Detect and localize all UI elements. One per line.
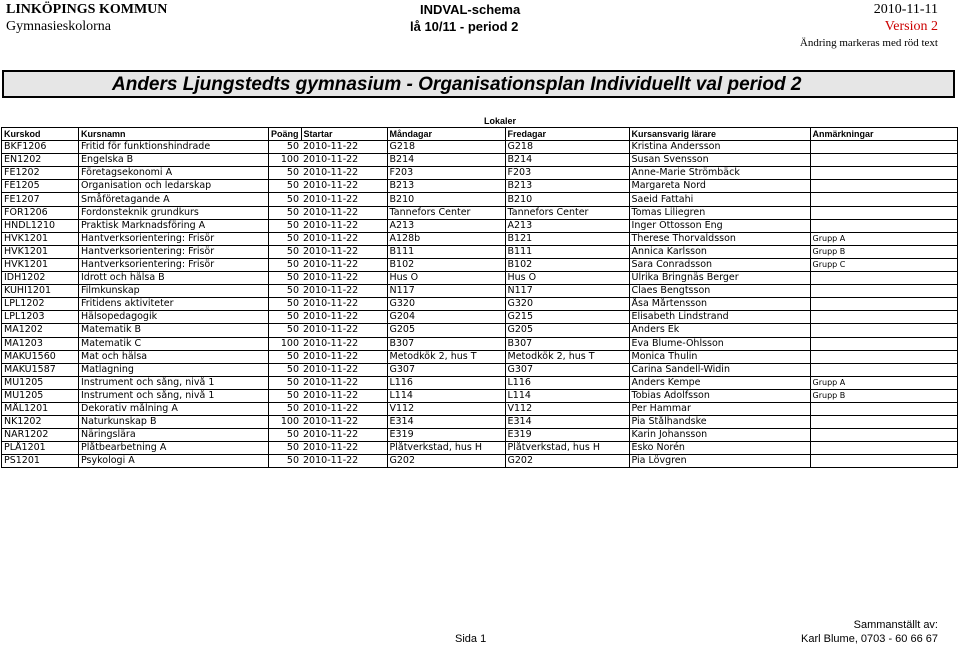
monday-room: V112 [387, 402, 505, 415]
remark [810, 311, 957, 324]
course-name: Hälsopedagogik [79, 311, 269, 324]
course-name: Hantverksorientering: Frisör [79, 245, 269, 258]
friday-room: B111 [505, 245, 629, 258]
remark [810, 141, 957, 154]
start-date: 2010-11-22 [301, 429, 387, 442]
teacher: Karin Johansson [629, 429, 810, 442]
table-row [2, 180, 958, 193]
teacher: Per Hammar [629, 402, 810, 415]
friday-room: Plåtverkstad, hus H [505, 442, 629, 455]
course-name: Organisation och ledarskap [79, 180, 269, 193]
change-note: Ändring markeras med röd text [799, 37, 938, 49]
teacher: Ulrika Bringnäs Berger [629, 272, 810, 285]
table-row [2, 350, 958, 363]
course-name: Matematik C [79, 337, 269, 350]
monday-room: N117 [387, 285, 505, 298]
course-code: LPL1202 [2, 298, 79, 311]
course-name: Fritid för funktionshindrade [79, 141, 269, 154]
teacher: Monica Thulin [629, 350, 810, 363]
monday-room: G204 [387, 311, 505, 324]
course-name: Idrott och hälsa B [79, 272, 269, 285]
friday-room: Metodkök 2, hus T [505, 350, 629, 363]
course-name: Fritidens aktiviteter [79, 298, 269, 311]
start-date: 2010-11-22 [301, 324, 387, 337]
monday-room: G218 [387, 141, 505, 154]
teacher: Annica Karlsson [629, 245, 810, 258]
table-row [2, 193, 958, 206]
course-code: PLÅ1201 [2, 442, 79, 455]
remark [810, 337, 957, 350]
monday-room: G307 [387, 363, 505, 376]
table-row [2, 429, 958, 442]
table-row [2, 376, 958, 389]
monday-room: B214 [387, 154, 505, 167]
course-name: Småföretagande A [79, 193, 269, 206]
remark: Grupp A [810, 376, 957, 389]
remark [810, 429, 957, 442]
course-points: 50 [269, 389, 302, 402]
course-code: MA1203 [2, 337, 79, 350]
table-row [2, 272, 958, 285]
course-code: FE1205 [2, 180, 79, 193]
start-date: 2010-11-22 [301, 167, 387, 180]
friday-room: E314 [505, 416, 629, 429]
remark [810, 402, 957, 415]
page-header [0, 0, 960, 56]
monday-room: B210 [387, 193, 505, 206]
remark [810, 272, 957, 285]
start-date: 2010-11-22 [301, 193, 387, 206]
course-points: 50 [269, 350, 302, 363]
start-date: 2010-11-22 [301, 350, 387, 363]
course-points: 50 [269, 232, 302, 245]
course-name: Näringslära [79, 429, 269, 442]
friday-room: E319 [505, 429, 629, 442]
course-code: FE1207 [2, 193, 79, 206]
rooms-group-header: Lokaler [484, 116, 517, 126]
page-number: Sida 1 [455, 633, 487, 645]
friday-room: L114 [505, 389, 629, 402]
table-row [2, 324, 958, 337]
document-title: INDVAL-schema [420, 2, 521, 17]
start-date: 2010-11-22 [301, 272, 387, 285]
teacher: Carina Sandell-Widin [629, 363, 810, 376]
col-mandag: Måndagar [387, 128, 505, 141]
col-larare: Kursansvarig lärare [629, 128, 810, 141]
course-points: 50 [269, 324, 302, 337]
course-name: Psykologi A [79, 455, 269, 468]
course-code: MU1205 [2, 376, 79, 389]
teacher: Pia Lövgren [629, 455, 810, 468]
table-row [2, 311, 958, 324]
friday-room: Hus O [505, 272, 629, 285]
course-name: Matlagning [79, 363, 269, 376]
start-date: 2010-11-22 [301, 337, 387, 350]
teacher: Tomas Liliegren [629, 206, 810, 219]
friday-room: V112 [505, 402, 629, 415]
course-code: NÄR1202 [2, 429, 79, 442]
friday-room: G307 [505, 363, 629, 376]
friday-room: N117 [505, 285, 629, 298]
teacher: Kristina Andersson [629, 141, 810, 154]
course-points: 100 [269, 416, 302, 429]
table-row [2, 389, 958, 402]
course-points: 50 [269, 180, 302, 193]
friday-room: G202 [505, 455, 629, 468]
table-row [2, 363, 958, 376]
monday-room: B111 [387, 245, 505, 258]
start-date: 2010-11-22 [301, 376, 387, 389]
course-code: MÅL1201 [2, 402, 79, 415]
course-name: Fordonsteknik grundkurs [79, 206, 269, 219]
start-date: 2010-11-22 [301, 402, 387, 415]
teacher: Tobias Adolfsson [629, 389, 810, 402]
start-date: 2010-11-22 [301, 180, 387, 193]
course-points: 50 [269, 206, 302, 219]
start-date: 2010-11-22 [301, 442, 387, 455]
teacher: Eva Blume-Ohlsson [629, 337, 810, 350]
monday-room: Hus O [387, 272, 505, 285]
course-name: Hantverksorientering: Frisör [79, 258, 269, 271]
monday-room: F203 [387, 167, 505, 180]
page-title: Anders Ljungstedts gymnasium - Organisationsplan Individuellt val period 2 [112, 74, 802, 95]
version-text: Version 2 [884, 19, 938, 34]
table-row [2, 416, 958, 429]
course-points: 50 [269, 402, 302, 415]
course-code: IDH1202 [2, 272, 79, 285]
course-points: 50 [269, 363, 302, 376]
friday-room: Tannefors Center [505, 206, 629, 219]
course-points: 50 [269, 272, 302, 285]
course-code: FE1202 [2, 167, 79, 180]
start-date: 2010-11-22 [301, 311, 387, 324]
course-name: Instrument och sång, nivå 1 [79, 389, 269, 402]
course-name: Engelska B [79, 154, 269, 167]
teacher: Esko Norén [629, 442, 810, 455]
start-date: 2010-11-22 [301, 258, 387, 271]
remark [810, 324, 957, 337]
remark [810, 350, 957, 363]
teacher: Sara Conradsson [629, 258, 810, 271]
department-name: Gymnasieskolorna [6, 19, 111, 34]
remark [810, 167, 957, 180]
compiled-by: Karl Blume, 0703 - 60 66 67 [801, 633, 938, 645]
col-kurskod: Kurskod [2, 128, 79, 141]
col-kursnamn: Kursnamn [79, 128, 269, 141]
remark [810, 363, 957, 376]
friday-room: F203 [505, 167, 629, 180]
remark [810, 416, 957, 429]
table-header-row [2, 128, 958, 141]
start-date: 2010-11-22 [301, 389, 387, 402]
col-poang: Poäng [269, 128, 302, 141]
course-code: HVK1201 [2, 245, 79, 258]
table-row [2, 206, 958, 219]
remark [810, 455, 957, 468]
teacher: Therese Thorvaldsson [629, 232, 810, 245]
friday-room: G320 [505, 298, 629, 311]
course-points: 50 [269, 311, 302, 324]
course-code: MU1205 [2, 389, 79, 402]
start-date: 2010-11-22 [301, 363, 387, 376]
monday-room: G320 [387, 298, 505, 311]
monday-room: Metodkök 2, hus T [387, 350, 505, 363]
remark [810, 193, 957, 206]
table-row [2, 219, 958, 232]
table-row [2, 402, 958, 415]
course-name: Dekorativ målning A [79, 402, 269, 415]
course-code: MAKU1560 [2, 350, 79, 363]
remark [810, 206, 957, 219]
monday-room: E314 [387, 416, 505, 429]
start-date: 2010-11-22 [301, 206, 387, 219]
course-code: FOR1206 [2, 206, 79, 219]
course-points: 50 [269, 193, 302, 206]
start-date: 2010-11-22 [301, 416, 387, 429]
teacher: Elisabeth Lindstrand [629, 311, 810, 324]
course-name: Praktisk Marknadsföring A [79, 219, 269, 232]
teacher: Anne-Marie Strömbäck [629, 167, 810, 180]
start-date: 2010-11-22 [301, 455, 387, 468]
friday-room: B214 [505, 154, 629, 167]
monday-room: L116 [387, 376, 505, 389]
monday-room: A128b [387, 232, 505, 245]
table-row [2, 154, 958, 167]
friday-room: B307 [505, 337, 629, 350]
course-code: KUHI1201 [2, 285, 79, 298]
course-points: 100 [269, 337, 302, 350]
teacher: Anders Ek [629, 324, 810, 337]
remark: Grupp C [810, 258, 957, 271]
course-name: Instrument och sång, nivå 1 [79, 376, 269, 389]
friday-room: G205 [505, 324, 629, 337]
table-row [2, 232, 958, 245]
friday-room: L116 [505, 376, 629, 389]
teacher: Pia Stålhandske [629, 416, 810, 429]
course-table [1, 127, 958, 468]
teacher: Inger Ottosson Eng [629, 219, 810, 232]
friday-room: A213 [505, 219, 629, 232]
teacher: Claes Bengtsson [629, 285, 810, 298]
course-name: Naturkunskap B [79, 416, 269, 429]
organization-name: LINKÖPINGS KOMMUN [6, 2, 168, 17]
course-points: 50 [269, 442, 302, 455]
version-label [885, 19, 938, 35]
table-row [2, 285, 958, 298]
teacher: Susan Svensson [629, 154, 810, 167]
friday-room: G218 [505, 141, 629, 154]
friday-room: B102 [505, 258, 629, 271]
friday-room: B121 [505, 232, 629, 245]
monday-room: Tannefors Center [387, 206, 505, 219]
course-code: HVK1201 [2, 258, 79, 271]
course-points: 50 [269, 455, 302, 468]
course-code: PS1201 [2, 455, 79, 468]
remark [810, 154, 957, 167]
friday-room: B210 [505, 193, 629, 206]
course-points: 50 [269, 141, 302, 154]
course-points: 100 [269, 154, 302, 167]
monday-room: B307 [387, 337, 505, 350]
course-name: Hantverksorientering: Frisör [79, 232, 269, 245]
course-code: NK1202 [2, 416, 79, 429]
remark [810, 285, 957, 298]
start-date: 2010-11-22 [301, 154, 387, 167]
monday-room: E319 [387, 429, 505, 442]
course-name: Mat och hälsa [79, 350, 269, 363]
course-code: HNDL1210 [2, 219, 79, 232]
start-date: 2010-11-22 [301, 285, 387, 298]
start-date: 2010-11-22 [301, 232, 387, 245]
teacher: Saeid Fattahi [629, 193, 810, 206]
col-fredag: Fredagar [505, 128, 629, 141]
remark [810, 298, 957, 311]
monday-room: B102 [387, 258, 505, 271]
period-label: lå 10/11 - period 2 [410, 19, 519, 34]
table-row [2, 245, 958, 258]
course-code: MA1202 [2, 324, 79, 337]
start-date: 2010-11-22 [301, 141, 387, 154]
table-row [2, 337, 958, 350]
course-code: HVK1201 [2, 232, 79, 245]
course-name: Filmkunskap [79, 285, 269, 298]
course-name: Företagsekonomi A [79, 167, 269, 180]
table-row [2, 258, 958, 271]
friday-room: G215 [505, 311, 629, 324]
course-name: Plåtbearbetning A [79, 442, 269, 455]
document-date: 2010-11-11 [873, 2, 938, 17]
remark [810, 219, 957, 232]
start-date: 2010-11-22 [301, 245, 387, 258]
remark: Grupp A [810, 232, 957, 245]
monday-room: G205 [387, 324, 505, 337]
remark: Grupp B [810, 245, 957, 258]
course-code: MAKU1587 [2, 363, 79, 376]
monday-room: G202 [387, 455, 505, 468]
monday-room: Plåtverkstad, hus H [387, 442, 505, 455]
course-code: LPL1203 [2, 311, 79, 324]
teacher: Margareta Nord [629, 180, 810, 193]
start-date: 2010-11-22 [301, 219, 387, 232]
table-row [2, 141, 958, 154]
monday-room: B213 [387, 180, 505, 193]
table-row [2, 455, 958, 468]
course-points: 50 [269, 298, 302, 311]
remark [810, 180, 957, 193]
title-banner [2, 70, 955, 98]
start-date: 2010-11-22 [301, 298, 387, 311]
teacher: Åsa Mårtensson [629, 298, 810, 311]
friday-room: B213 [505, 180, 629, 193]
col-startar: Startar [301, 128, 387, 141]
remark: Grupp B [810, 389, 957, 402]
course-points: 50 [269, 167, 302, 180]
monday-room: L114 [387, 389, 505, 402]
course-points: 50 [269, 376, 302, 389]
course-name: Matematik B [79, 324, 269, 337]
course-points: 50 [269, 219, 302, 232]
table-row [2, 298, 958, 311]
table-row [2, 167, 958, 180]
course-points: 50 [269, 245, 302, 258]
monday-room: A213 [387, 219, 505, 232]
table-row [2, 442, 958, 455]
col-anmarkningar: Anmärkningar [810, 128, 957, 141]
course-code: BKF1206 [2, 141, 79, 154]
course-points: 50 [269, 285, 302, 298]
course-code: EN1202 [2, 154, 79, 167]
compiled-label: Sammanställt av: [853, 619, 938, 631]
remark [810, 442, 957, 455]
teacher: Anders Kempe [629, 376, 810, 389]
course-points: 50 [269, 429, 302, 442]
course-points: 50 [269, 258, 302, 271]
